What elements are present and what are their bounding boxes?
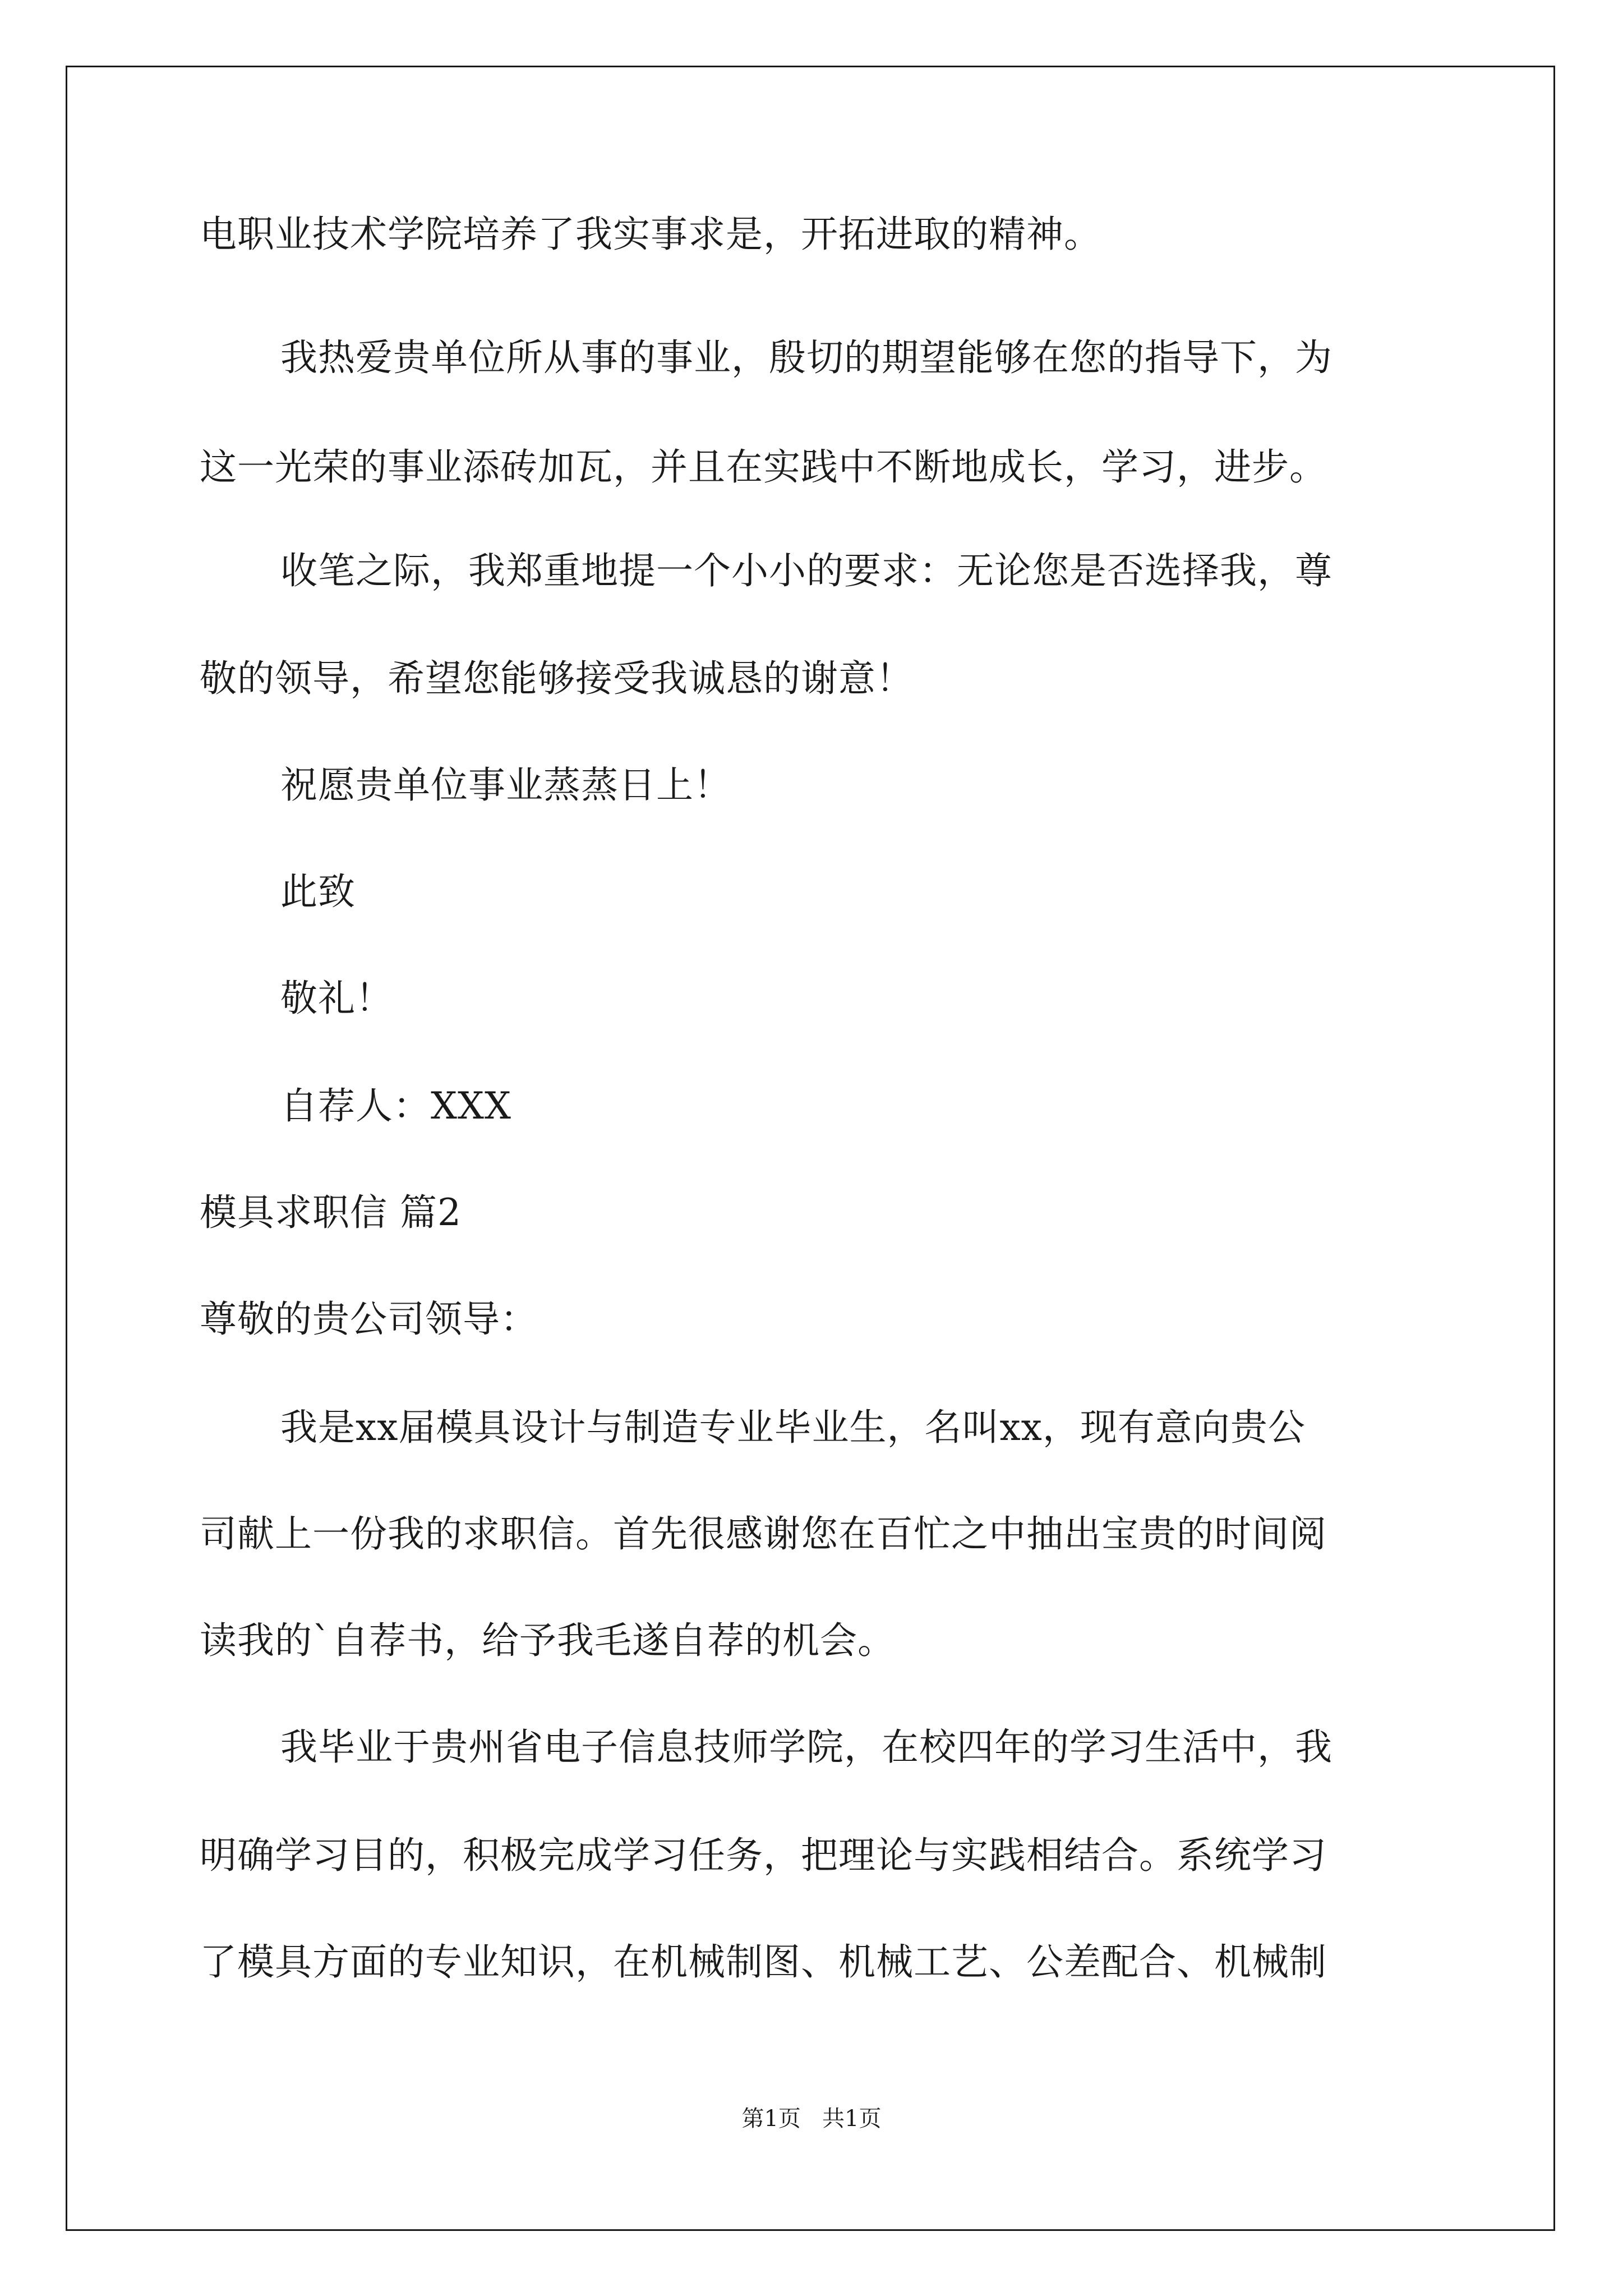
salutation: 尊敬的贵公司领导： [200, 1297, 538, 1341]
text-line-7: 此致 [280, 870, 356, 913]
text-line-6: 祝愿贵单位事业蒸蒸日上！ [280, 763, 731, 807]
text-line-5: 敬的领导，希望您能够接受我诚恳的谢意！ [200, 657, 914, 700]
text-line-15: 我毕业于贵州省电子信息技师学院，在校四年的学习生活中，我 [280, 1726, 1332, 1769]
text-line-14: 读我的`自荐书，给予我毛遂自荐的机会。 [200, 1619, 895, 1662]
text-line-3: 这一光荣的事业添砖加瓦，并且在实践中不断地成长，学习，进步。 [200, 445, 1327, 489]
page-border [66, 66, 1555, 2231]
page-footer: 第1页 共1页 [741, 2106, 882, 2132]
text-line-2: 我热爱贵单位所从事的事业，殷切的期望能够在您的指导下，为 [280, 336, 1332, 379]
text-line-4: 收笔之际，我郑重地提一个小小的要求：无论您是否选择我，尊 [280, 549, 1332, 592]
text-line-9: 自荐人：XXX [280, 1084, 511, 1128]
section-heading: 模具求职信 篇2 [200, 1191, 462, 1234]
text-line-16: 明确学习目的，积极完成学习任务，把理论与实践相结合。系统学习 [200, 1834, 1327, 1877]
text-line-8: 敬礼！ [280, 977, 393, 1020]
text-line-12: 我是xx届模具设计与制造专业毕业生，名叫xx，现有意向贵公 [280, 1406, 1306, 1449]
text-line-13: 司献上一份我的求职信。首先很感谢您在百忙之中抽出宝贵的时间阅 [200, 1512, 1327, 1556]
text-line-1: 电职业技术学院培养了我实事求是，开拓进取的精神。 [200, 213, 1101, 256]
text-line-17: 了模具方面的专业知识，在机械制图、机械工艺、公差配合、机械制 [200, 1940, 1327, 1984]
